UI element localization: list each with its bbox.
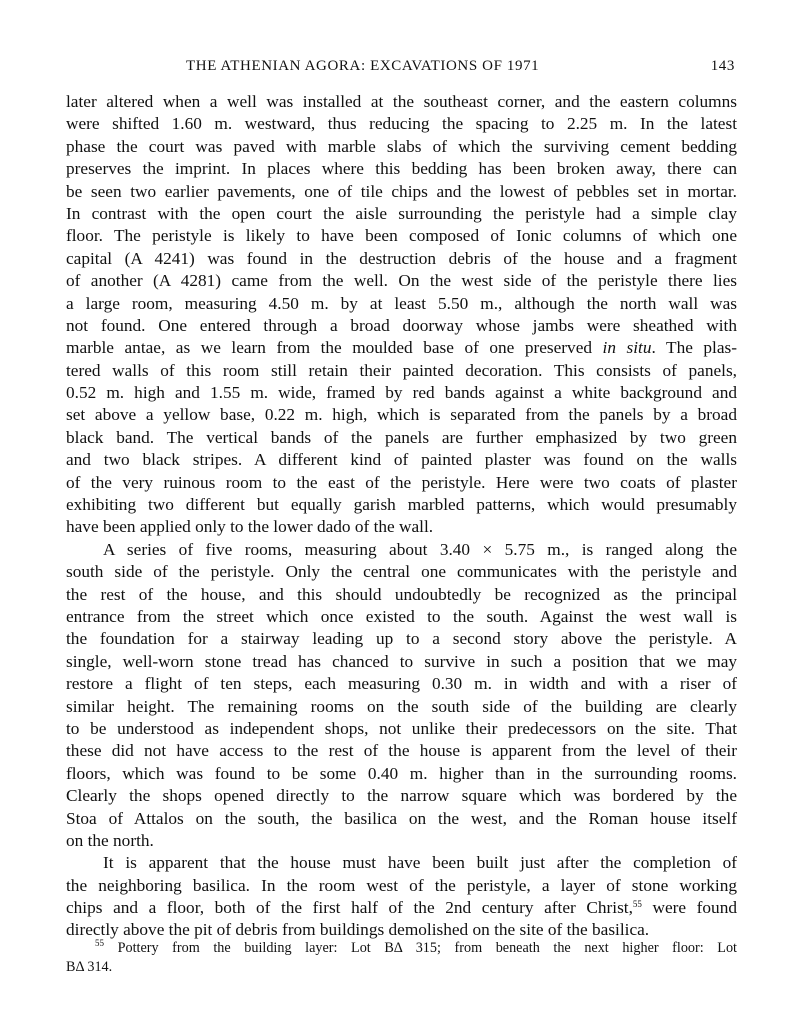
text-line: Clearly the shops opened directly to the narrow square which was bordered by the (66, 786, 737, 806)
text-line: In contrast with the open court the aisle surrounding the peristyle had a simple clay (66, 203, 737, 223)
text-line: capital (A 4241) was found in the destruction debris of the house and a fragment (66, 248, 737, 268)
text-line: of the very ruinous room to the east of the peristyle. Here were two coats of plaster (66, 472, 737, 492)
footnote-marker: 55 (95, 938, 104, 948)
text-line: the rest of the house, and this should undoubtedly be recognized as the principal (66, 584, 737, 604)
running-title: THE ATHENIAN AGORA: EXCAVATIONS OF 1971 (186, 58, 540, 74)
body-text (66, 91, 737, 942)
text-line: a large room, measuring 4.50 m. by at least 5.50 m., although the north wall was (66, 293, 737, 313)
text-line-with-footnote-ref (66, 897, 737, 919)
text-line: entrance from the street which once existed to the south. Against the west wall is (66, 606, 737, 626)
text-line: south side of the peristyle. Only the central one communicates with the peristyle and (66, 562, 737, 582)
text-line: were shifted 1.60 m. westward, thus reducing the spacing to 2.25 m. In the latest (66, 114, 737, 134)
text-line: have been applied only to the lower dado of the wall. (66, 517, 434, 537)
text-line: floor. The peristyle is likely to have been composed of Ionic columns of which one (66, 226, 737, 246)
line-text: marble antae, as we learn from the moulded base of one preserved (66, 338, 593, 358)
line-text: chips and a floor, both of the first half of the 2nd century after Christ, (66, 898, 633, 918)
text-line: A series of five rooms, measuring about 3.40 × 5.75 m., is ranged along the (103, 539, 737, 559)
line-text-continuation: . The plas- (651, 338, 738, 358)
text-line: black band. The vertical bands of the panels are further emphasized by two green (66, 427, 737, 447)
text-line: floors, which was found to be some 0.40 m. higher than in the surrounding rooms. (66, 763, 737, 783)
text-line: exhibiting two different but equally garish marbled patterns, which would presumably (66, 495, 737, 515)
italic-phrase: in situ (602, 338, 652, 358)
text-line: set above a yellow base, 0.22 m. high, which is separated from the panels by a broad (66, 405, 737, 425)
text-line: the neighboring basilica. In the room west of the peristyle, a layer of stone working (66, 875, 737, 895)
text-line: preserves the imprint. In places where this bedding has been broken away, there can (66, 159, 737, 179)
text-line: tered walls of this room still retain their painted decoration. This consists of panels, (66, 360, 737, 380)
text-line: on the north. (66, 830, 154, 850)
text-line: phase the court was paved with marble slabs of which the surviving cement bedding (66, 136, 737, 156)
line-text-continuation: were found (641, 898, 737, 918)
footnote-line (66, 939, 737, 958)
text-line: these did not have access to the rest of the house is apparent from the level of their (66, 741, 737, 761)
text-line: of another (A 4281) came from the well. On the west side of the peristyle there lies (66, 271, 737, 291)
text-line: later altered when a well was installed at the southeast corner, and the eastern columns (66, 92, 737, 111)
text-line: directly above the pit of debris from buildings demolished on the site of the basilica. (66, 920, 650, 940)
text-line: and two black stripes. A different kind of painted plaster was found on the walls (66, 450, 737, 470)
text-line: Stoa of Attalos on the south, the basilica on the west, and the Roman house itself (66, 808, 737, 828)
running-head (66, 56, 735, 78)
footnote-reference: 55 (632, 899, 642, 910)
text-line: to be understood as independent shops, not unlike their predecessors on the site. That (66, 718, 737, 738)
text-line: the foundation for a stairway leading up to a second story above the peristyle. A (66, 629, 737, 649)
footnote-line: BΔ 314. (66, 959, 113, 975)
text-line: not found. One entered through a broad doorway whose jambs were sheathed with (66, 315, 737, 335)
text-line: similar height. The remaining rooms on the south side of the building are clearly (66, 696, 737, 716)
text-line-with-italic (66, 337, 737, 359)
text-line: 0.52 m. high and 1.55 m. wide, framed by red bands against a white background and (66, 383, 737, 403)
text-line: restore a flight of ten steps, each measuring 0.30 m. in width and with a riser of (66, 674, 737, 694)
page-number: 143 (710, 58, 735, 74)
text-line: It is apparent that the house must have been built just after the completion of (103, 853, 737, 873)
text-line: single, well-worn stone tread has chanced to survive in such a position that we may (66, 651, 737, 671)
footnote (66, 939, 737, 977)
footnote-text: Pottery from the building layer: Lot BΔ 315; from beneath the next higher floor: Lot (104, 940, 737, 956)
text-line: be seen two earlier pavements, one of tile chips and the lowest of pebbles set in mortar. (66, 181, 737, 201)
